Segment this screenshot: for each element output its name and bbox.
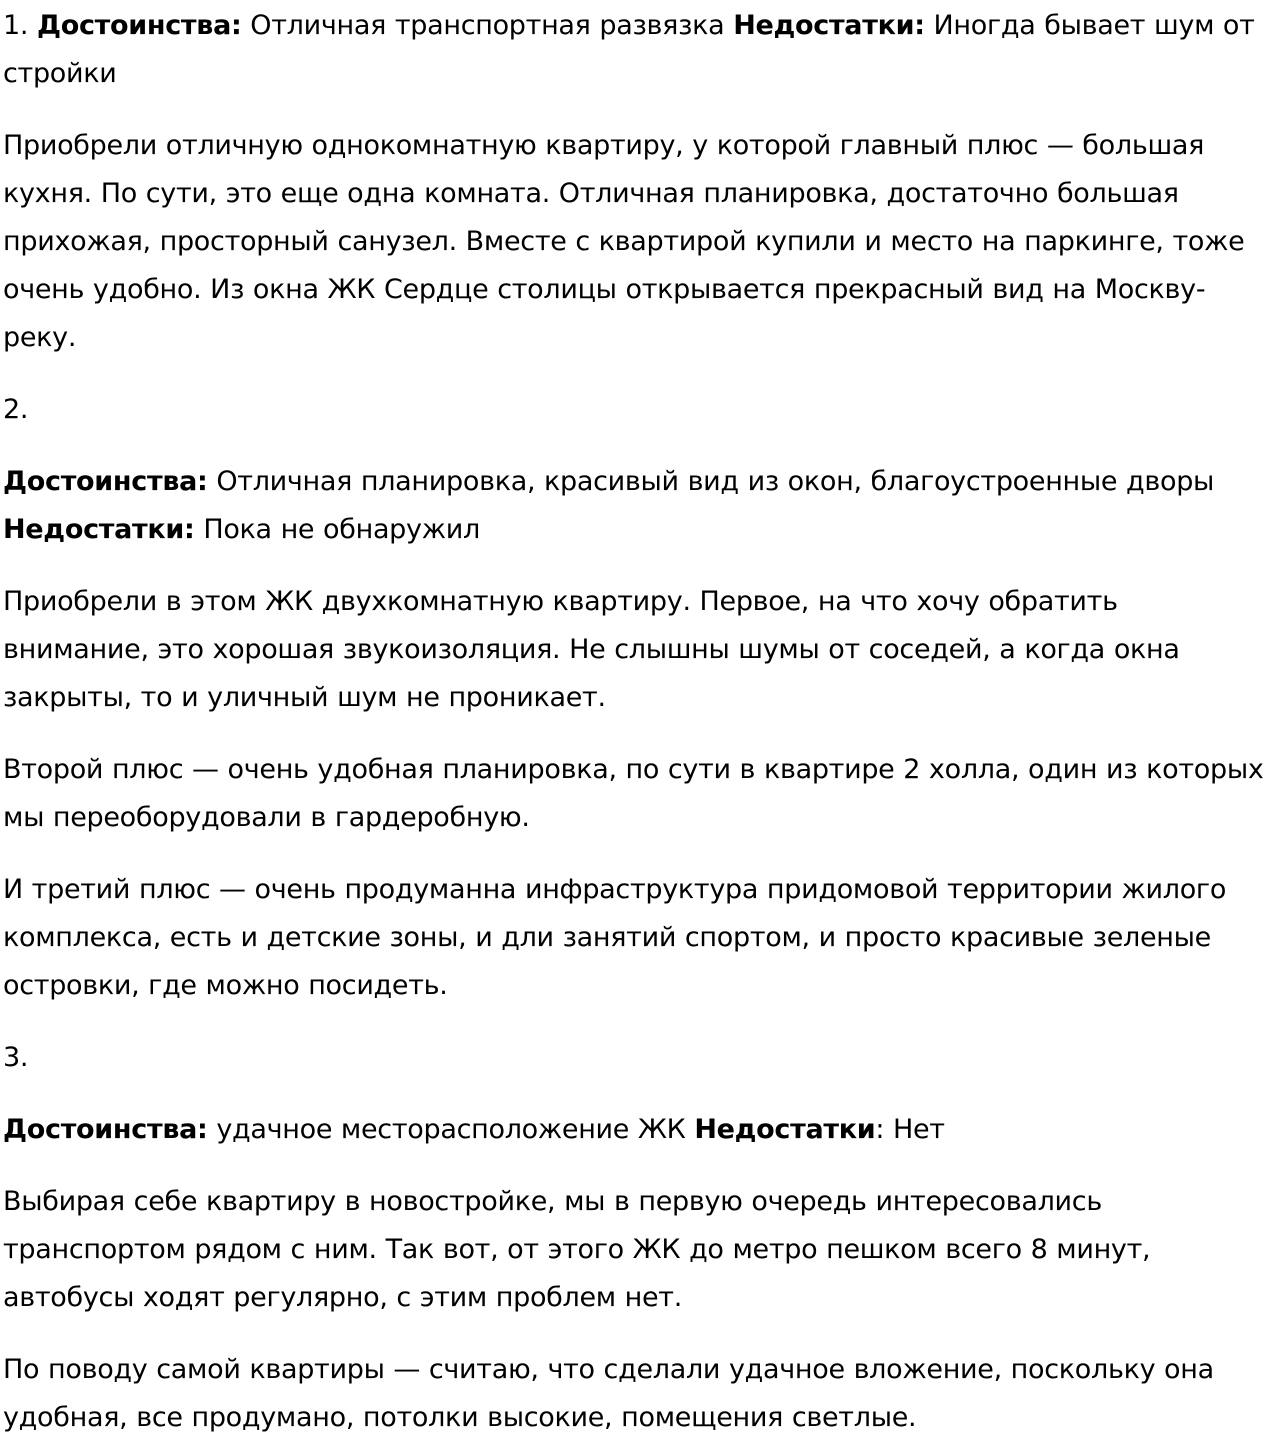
text-run: Иногда бывает шум от стройки: [3, 10, 1255, 89]
review-1-body: [3, 122, 1266, 362]
text-run: По поводу самой квартиры — считаю, что сделали удачное вложение, поскольку она удобная, все продумано, потолки высокие, помещения светлые.: [3, 1354, 1214, 1433]
bold-label: Недостатки: [694, 1114, 876, 1145]
text-run: И третий плюс — очень продуманна инфраструктура придомовой территории жилого комплекса, есть и детские зоны, и дли занятий спортом, и просто красивые зеленые островки, где можно посидеть.: [3, 874, 1227, 1001]
bold-label: Достоинства:: [3, 1114, 208, 1145]
text-run: Отличная транспортная развязка: [241, 10, 734, 41]
text-run: 2.: [3, 394, 29, 425]
bold-label: Достоинства:: [36, 10, 242, 41]
bold-label: Недостатки:: [3, 514, 195, 545]
text-run: Приобрели в этом ЖК двухкомнатную квартиру. Первое, на что хочу обратить внимание, это хорошая звукоизоляция. Не слышны шумы от соседей, а когда окна закрыты, то и уличный шум не проникает.: [3, 586, 1180, 713]
review-3-number: [3, 1034, 1266, 1082]
review-2-body-1: [3, 578, 1266, 722]
review-1-header: [3, 2, 1266, 98]
bold-label: Недостатки:: [733, 10, 925, 41]
review-3-body-1: [3, 1178, 1266, 1322]
text-run: Пока не обнаружил: [194, 514, 480, 545]
text-run: Второй плюс — очень удобная планировка, по сути в квартире 2 холла, один из которых мы переоборудовали в гардеробную.: [3, 754, 1264, 833]
review-3-header: [3, 1106, 1266, 1154]
text-run: Приобрели отличную однокомнатную квартиру, у которой главный плюс — большая кухня. По сути, это еще одна комната. Отличная планировка, достаточно большая прихожая, просторный санузел. Вместе с квартирой купили и место на паркинге, тоже очень удобно. Из окна ЖК Сердце столицы открывается прекрасный вид на Москву-реку.: [3, 130, 1245, 353]
review-2-number: [3, 386, 1266, 434]
text-run: Выбирая себе квартиру в новостройке, мы в первую очередь интересовались транспортом рядом с ним. Так вот, от этого ЖК до метро пешком всего 8 минут, автобусы ходят регулярно, с этим проблем нет.: [3, 1186, 1151, 1313]
review-2-body-2: [3, 746, 1266, 842]
text-run: 3.: [3, 1042, 29, 1073]
review-2-header: [3, 458, 1266, 554]
bold-label: Достоинства:: [3, 466, 208, 497]
text-run: удачное месторасположение ЖК: [207, 1114, 695, 1145]
text-run: Отличная планировка, красивый вид из окон, благоустроенные дворы: [207, 466, 1215, 497]
text-run: : Нет: [875, 1114, 945, 1145]
text-run: 1.: [3, 10, 37, 41]
review-2-body-3: [3, 866, 1266, 1010]
review-3-body-2: [3, 1346, 1266, 1442]
